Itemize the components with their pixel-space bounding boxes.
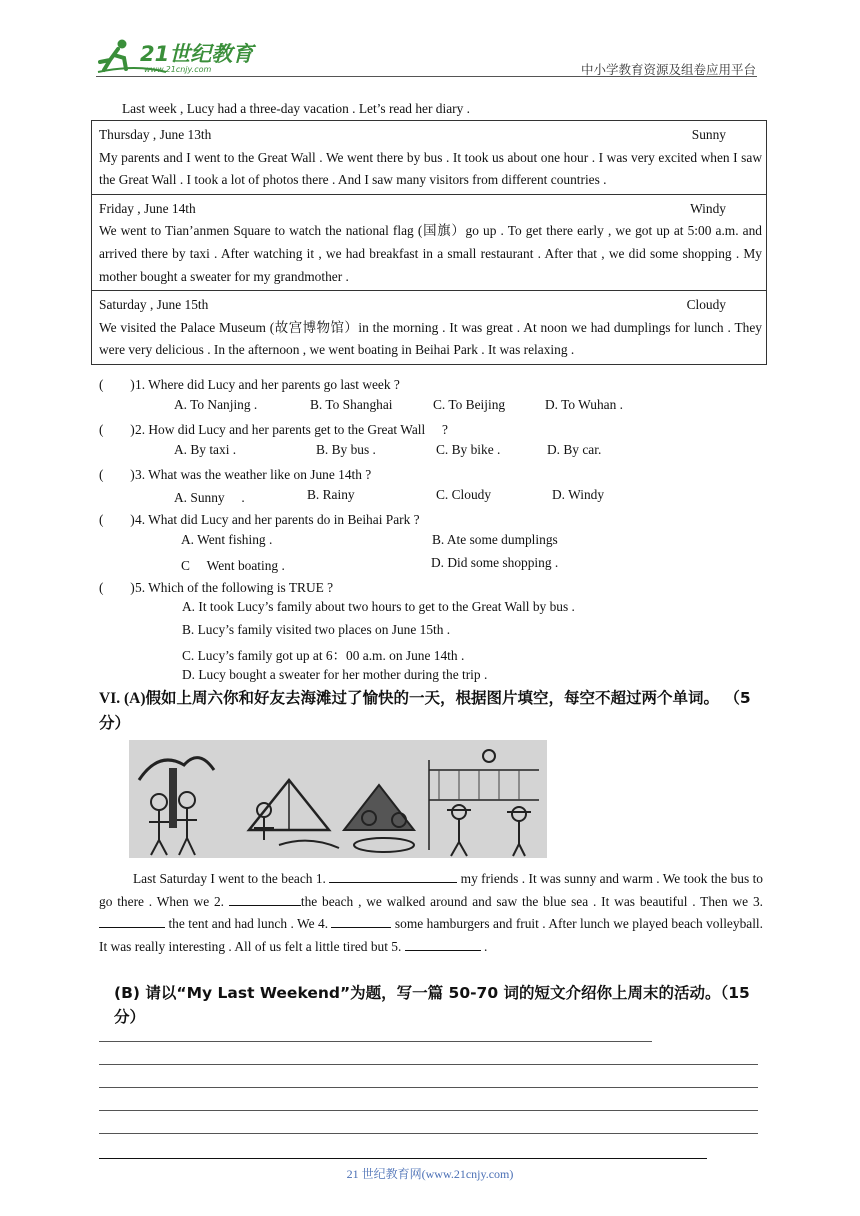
question-stem: 5. Which of the following is TRUE ? xyxy=(135,580,334,595)
cloze-text: some hamburgers and fruit . After lunch we played beach volleyball. It was really interesting . All of us felt a little tired but 5. xyxy=(99,916,763,954)
answer-blank[interactable]: ( ) xyxy=(99,422,135,437)
footer-divider xyxy=(99,1158,707,1159)
logo-url: www.21cnjy.com xyxy=(144,65,212,74)
option-c: C. By bike . xyxy=(436,442,501,457)
diary-date: Friday , June 14th xyxy=(99,200,196,216)
answer-blank[interactable]: ( ) xyxy=(99,377,135,392)
diary-text: My parents and I went to the Great Wall . We went there by bus . It took us about one hour . I was very excited when I saw the Great Wall . I took a lot of photos there . And I saw many visitors from different countries . xyxy=(99,149,762,188)
option-c: C Went boating . xyxy=(181,558,285,573)
beach-scene-illustration xyxy=(129,740,547,858)
question-2 xyxy=(99,419,448,438)
option-a: A. By taxi . xyxy=(174,442,237,457)
writing-line[interactable] xyxy=(99,1110,758,1111)
answer-blank[interactable]: ( ) xyxy=(99,467,135,482)
section-6-prefix: VI. (A) xyxy=(99,690,146,707)
diary-table xyxy=(91,120,767,365)
writing-line[interactable] xyxy=(99,1041,652,1042)
diary-text: We went to Tian’anmen Square to watch the national flag (国旗）go up . To get there early , we got up at 5:00 a.m. and arrived there by taxi . After watching it , we had breakfast in a small restaurant . After that , we did some shopping . My mother bought a sweater for my grandmother . xyxy=(99,223,762,284)
question-stem: 3. What was the weather like on June 14th ? xyxy=(135,467,372,482)
diary-text: We visited the Palace Museum (故宫博物馆）in the morning . It was great . At noon we had dumplings for lunch . They were very delicious . In the afternoon , we went boating in Beihai Park . It was relaxing . xyxy=(99,319,762,358)
blank-1[interactable] xyxy=(329,870,457,883)
section-b-instruction: 请以“My Last Weekend”为题，写一篇 50-70 词的短文介绍你上周末的活动。（15 分） xyxy=(114,984,750,1026)
option-d: D. Did some shopping . xyxy=(431,555,559,570)
writing-line[interactable] xyxy=(99,1087,758,1088)
diary-weather: Sunny xyxy=(691,127,726,142)
section-b-title xyxy=(114,981,764,1029)
option-b: B. To Shanghai xyxy=(310,397,393,412)
diary-weather: Cloudy xyxy=(686,297,726,313)
option-b: B. Rainy xyxy=(307,487,355,502)
option-b: B. Ate some dumplings xyxy=(432,532,558,547)
beach-picture xyxy=(129,740,547,858)
answer-blank[interactable]: ( ) xyxy=(99,512,135,527)
option-a: A. Went fishing . xyxy=(181,532,273,547)
diary-date: Saturday , June 15th xyxy=(99,297,209,313)
header-platform-text: 中小学教育资源及组卷应用平台 xyxy=(580,63,756,77)
question-5 xyxy=(99,577,333,596)
question-4 xyxy=(99,509,420,528)
diary-date: Thursday , June 13th xyxy=(99,127,212,142)
option-d: D. By car. xyxy=(547,442,602,457)
cloze-text: the beach , we walked around and saw the blue sea . It was beautiful . Then we 3. xyxy=(300,893,763,909)
option-b: B. By bus . xyxy=(316,442,376,457)
question-stem: 2. How did Lucy and her parents get to the Great Wall ? xyxy=(135,422,448,437)
question-stem: 4. What did Lucy and her parents do in Beihai Park ? xyxy=(135,512,420,527)
answer-blank[interactable]: ( ) xyxy=(99,580,135,595)
reading-intro: Last week , Lucy had a three-day vacation . Let’s read her diary . xyxy=(122,101,470,116)
diary-entry xyxy=(92,121,766,194)
question-1 xyxy=(99,374,400,393)
option-c: C. To Beijing xyxy=(433,397,506,412)
diary-entry xyxy=(92,290,766,364)
cloze-text: the tent and had lunch . We 4. xyxy=(165,916,332,932)
option-c: C. Lucy’s family got up at 6：00 a.m. on June 14th . xyxy=(182,648,465,663)
option-d: D. To Wuhan . xyxy=(545,397,623,412)
cloze-text: . xyxy=(480,938,488,954)
option-a: A. It took Lucy’s family about two hours to get to the Great Wall by bus . xyxy=(182,599,575,614)
logo xyxy=(96,36,266,78)
cloze-paragraph xyxy=(99,868,763,958)
logo-text: 21世纪教育 xyxy=(140,42,254,66)
question-stem: 1. Where did Lucy and her parents go last week ? xyxy=(135,377,400,392)
section-6-instruction: 假如上周六你和好友去海滩过了愉快的一天，根据图片填空，每空不超过两个单词。 （5 分） xyxy=(99,689,751,732)
cloze-text: Last Saturday I went to the beach 1. xyxy=(133,871,330,886)
blank-4[interactable] xyxy=(331,915,391,928)
option-d: D. Lucy bought a sweater for her mother during the trip . xyxy=(182,667,488,682)
diary-weather: Windy xyxy=(690,200,726,216)
writing-line[interactable] xyxy=(99,1133,758,1134)
section-6-title xyxy=(99,686,764,735)
footer-text: 21 世纪教育网(www.21cnjy.com) xyxy=(346,1167,514,1181)
option-a: A. To Nanjing . xyxy=(174,397,258,412)
blank-3[interactable] xyxy=(99,915,165,928)
diary-entry xyxy=(92,194,766,290)
blank-5[interactable] xyxy=(405,938,481,951)
option-b: B. Lucy’s family visited two places on June 15th . xyxy=(182,622,451,637)
question-3 xyxy=(99,464,371,483)
blank-2[interactable] xyxy=(229,893,301,906)
option-a: A. Sunny . xyxy=(174,490,245,505)
header-divider xyxy=(96,76,757,77)
option-c: C. Cloudy xyxy=(436,487,492,502)
writing-line[interactable] xyxy=(99,1064,758,1065)
cloze-text: my friends . It was sunny and warm . We took the bus to go there . When we 2. xyxy=(99,871,763,909)
section-b-prefix: (B) xyxy=(114,984,146,1002)
option-d: D. Windy xyxy=(552,487,605,502)
